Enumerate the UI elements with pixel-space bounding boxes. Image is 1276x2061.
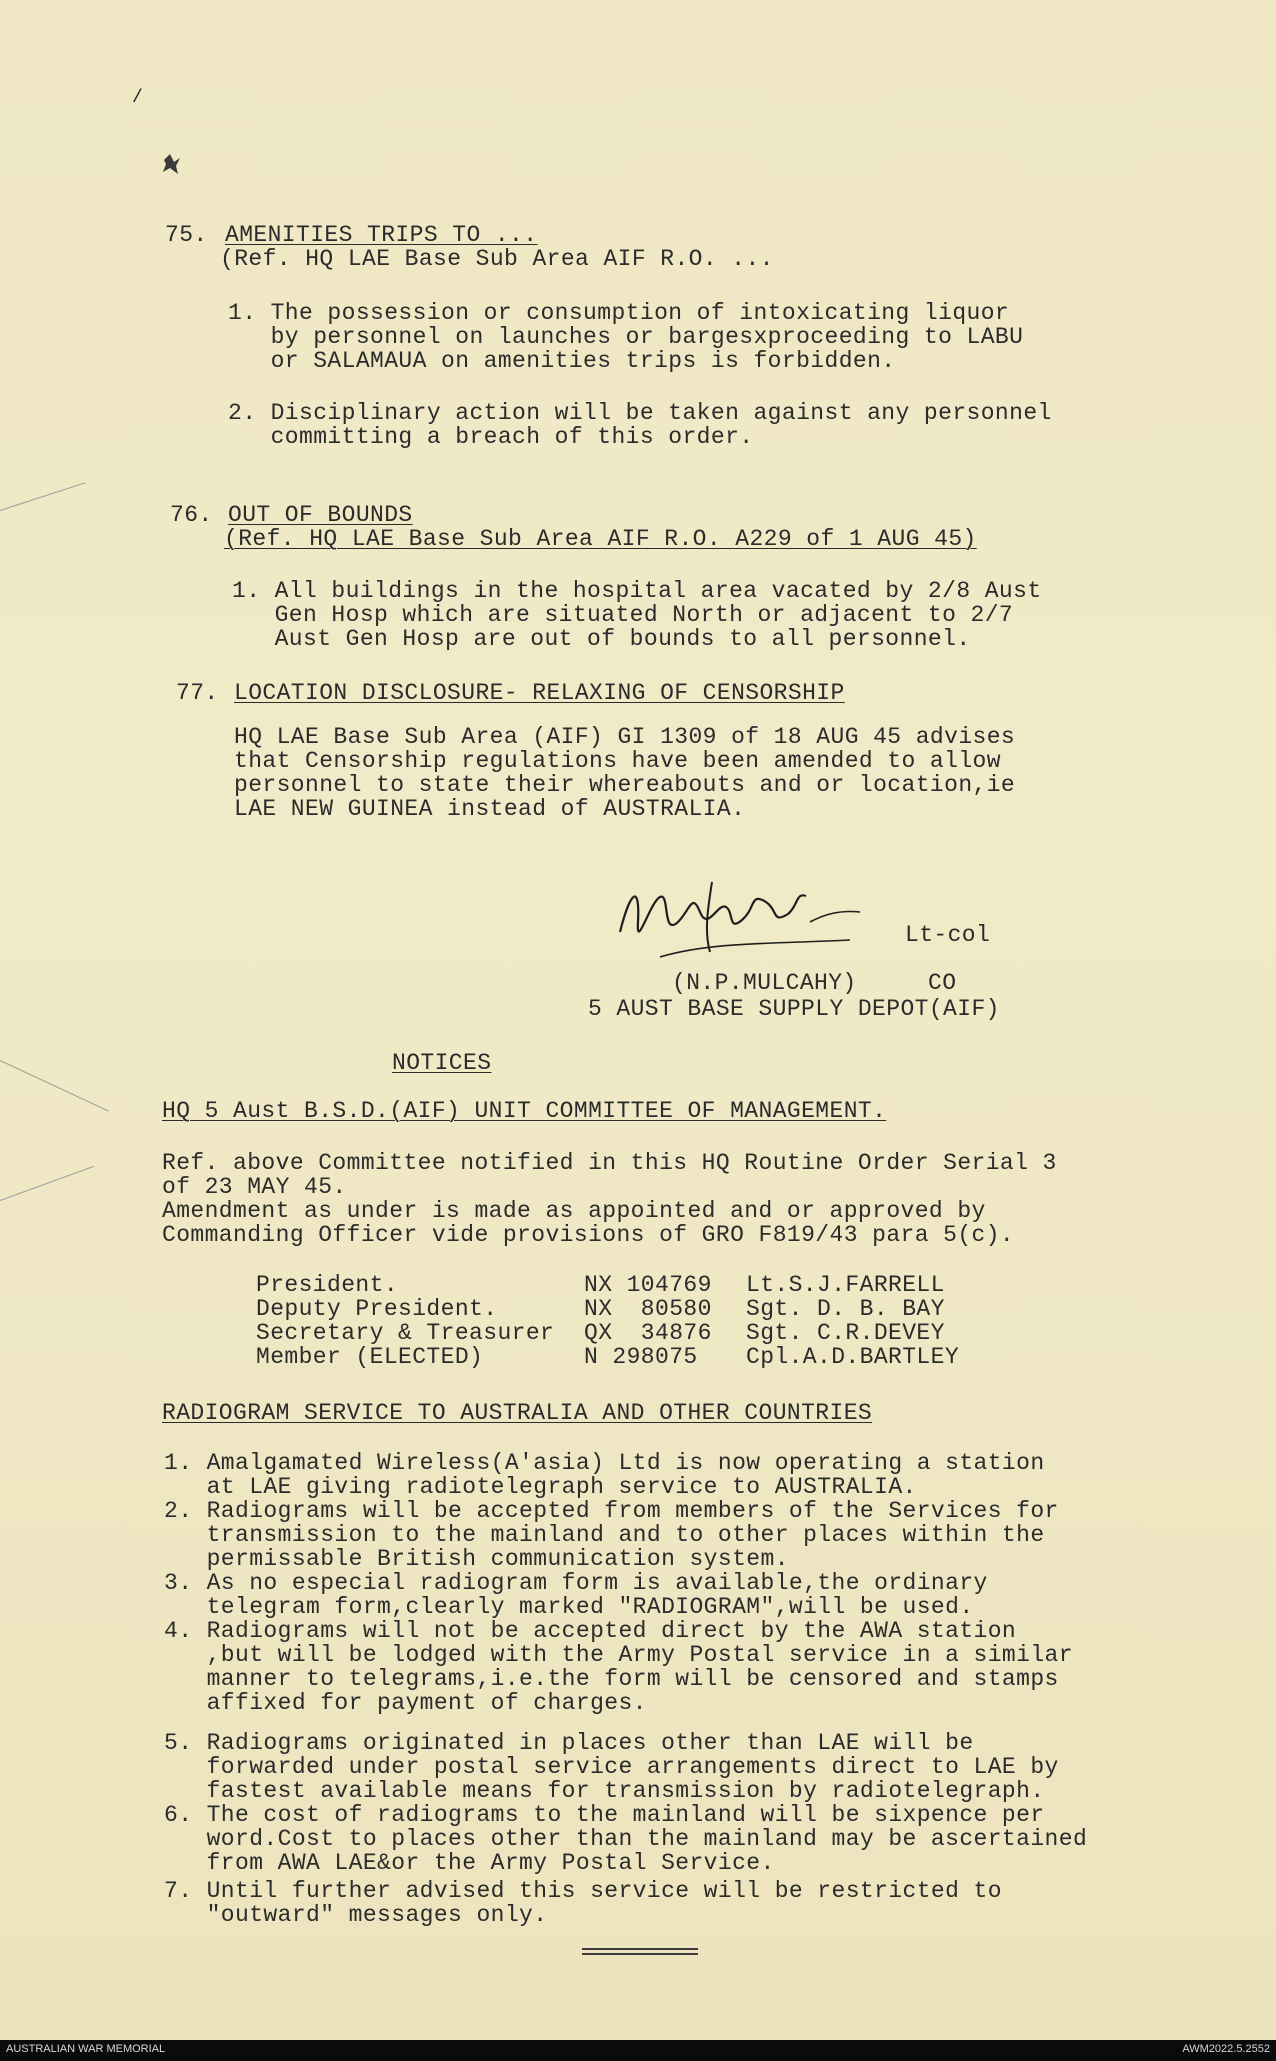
order-75-item-2-line-2: committing a breach of this order. [228, 424, 754, 450]
radiogram-item-2-line-2: transmission to the mainland and to other places within the [164, 1522, 1045, 1548]
radiogram-item-6-line-3: from AWA LAE&or the Army Postal Service. [164, 1850, 775, 1876]
order-76-item-1-line-3: Aust Gen Hosp are out of bounds to all personnel. [232, 626, 971, 652]
member-position: Deputy President. [256, 1296, 498, 1322]
radiogram-item-2-line-3: permissable British communication system. [164, 1546, 789, 1572]
order-77-body-line-2: that Censorship regulations have been amended to allow [234, 748, 1001, 774]
order-75-item-1-line-3: or SALAMAUA on amenities trips is forbidden. [228, 348, 896, 374]
radiogram-item-4-line-2: ,but will be lodged with the Army Postal service in a similar [164, 1642, 1073, 1668]
handwritten-signature [600, 862, 900, 972]
radiogram-item-5-line-2: forwarded under postal service arrangements direct to LAE by [164, 1754, 1059, 1780]
signatory-rank: Lt-col [905, 922, 991, 948]
order-75-ref: (Ref. HQ LAE Base Sub Area AIF R.O. ... [220, 246, 774, 272]
order-75-item-1-line-1: 1. The possession or consumption of intoxicating liquor [228, 300, 1010, 326]
order-77-body-line-1: HQ LAE Base Sub Area (AIF) GI 1309 of 18 AUG 45 advises [234, 724, 1016, 750]
order-77-body-line-4: LAE NEW GUINEA instead of AUSTRALIA. [234, 796, 746, 822]
order-77-number: 77. [176, 680, 219, 706]
order-75-item-1-line-2: by personnel on launches or bargesxproceeding to LABU [228, 324, 1024, 350]
member-name: Sgt. D. B. BAY [746, 1296, 945, 1322]
archive-footer-bar [0, 2040, 1276, 2061]
order-76-number: 76. [170, 502, 213, 528]
order-75-heading: AMENITIES TRIPS TO ... [225, 222, 538, 248]
order-76-item-1-line-2: Gen Hosp which are situated North or adjacent to 2/7 [232, 602, 1014, 628]
radiogram-item-2-line-1: 2. Radiograms will be accepted from members of the Services for [164, 1498, 1059, 1524]
member-number: NX 80580 [584, 1296, 712, 1322]
order-76-item-1-line-1: 1. All buildings in the hospital area vacated by 2/8 Aust [232, 578, 1042, 604]
radiogram-item-6-line-2: word.Cost to places other than the mainland may be ascertained [164, 1826, 1088, 1852]
member-position: Member (ELECTED) [256, 1344, 484, 1370]
committee-body-line-1: Ref. above Committee notified in this HQ Routine Order Serial 3 [162, 1150, 1057, 1176]
radiogram-item-3-line-1: 3. As no especial radiogram form is available,the ordinary [164, 1570, 988, 1596]
member-position: Secretary & Treasurer [256, 1320, 555, 1346]
order-77-heading: LOCATION DISCLOSURE- RELAXING OF CENSORSHIP [234, 680, 845, 706]
signatory-role: CO [928, 970, 957, 996]
radiogram-item-5-line-1: 5. Radiograms originated in places other than LAE will be [164, 1730, 974, 1756]
radiogram-item-4-line-3: manner to telegrams,i.e.the form will be censored and stamps [164, 1666, 1059, 1692]
radiogram-item-4-line-4: affixed for payment of charges. [164, 1690, 647, 1716]
order-75-number: 75. [165, 222, 208, 248]
committee-body-line-4: Commanding Officer vide provisions of GRO F819/43 para 5(c). [162, 1222, 1015, 1248]
radiogram-item-3-line-2: telegram form,clearly marked "RADIOGRAM",will be used. [164, 1594, 974, 1620]
order-76-heading: OUT OF BOUNDS [228, 502, 413, 528]
member-number: NX 104769 [584, 1272, 712, 1298]
signatory-unit: 5 AUST BASE SUPPLY DEPOT(AIF) [588, 996, 1000, 1022]
radiogram-heading: RADIOGRAM SERVICE TO AUSTRALIA AND OTHER COUNTRIES [162, 1400, 873, 1426]
paper-crease-line [0, 482, 86, 511]
member-name: Lt.S.J.FARRELL [746, 1272, 945, 1298]
closing-rule-bottom [582, 1953, 698, 1955]
closing-rule-top [582, 1948, 698, 1950]
footer-accession-number: AWM2022.5.2552 [1182, 2043, 1270, 2055]
radiogram-item-7-line-1: 7. Until further advised this service will be restricted to [164, 1878, 1002, 1904]
paper-crease-line [0, 1166, 94, 1201]
notices-title: NOTICES [392, 1050, 492, 1076]
paper-crease-line [0, 1060, 109, 1112]
punch-hole-mark [160, 150, 182, 176]
committee-heading: HQ 5 Aust B.S.D.(AIF) UNIT COMMITTEE OF MANAGEMENT. [162, 1098, 887, 1124]
member-name: Cpl.A.D.BARTLEY [746, 1344, 960, 1370]
radiogram-item-5-line-3: fastest available means for transmission by radiotelegraph. [164, 1778, 1045, 1804]
order-75-item-2-line-1: 2. Disciplinary action will be taken against any personnel [228, 400, 1052, 426]
radiogram-item-4-line-1: 4. Radiograms will not be accepted direct by the AWA station [164, 1618, 1017, 1644]
member-name: Sgt. C.R.DEVEY [746, 1320, 945, 1346]
signatory-name: (N.P.MULCAHY) [672, 970, 857, 996]
radiogram-item-7-line-2: "outward" messages only. [164, 1902, 548, 1928]
committee-body-line-2: of 23 MAY 45. [162, 1174, 347, 1200]
radiogram-item-1-line-2: at LAE giving radiotelegraph service to AUSTRALIA. [164, 1474, 917, 1500]
member-number: QX 34876 [584, 1320, 712, 1346]
radiogram-item-6-line-1: 6. The cost of radiograms to the mainland will be sixpence per [164, 1802, 1045, 1828]
member-number: N 298075 [584, 1344, 698, 1370]
member-position: President. [256, 1272, 399, 1298]
pencil-tick-mark: / [132, 88, 143, 108]
radiogram-item-1-line-1: 1. Amalgamated Wireless(A'asia) Ltd is now operating a station [164, 1450, 1045, 1476]
order-76-ref: (Ref. HQ LAE Base Sub Area AIF R.O. A229 of 1 AUG 45) [224, 526, 977, 552]
committee-body-line-3: Amendment as under is made as appointed and or approved by [162, 1198, 986, 1224]
order-77-body-line-3: personnel to state their whereabouts and or location,ie [234, 772, 1016, 798]
footer-institution: AUSTRALIAN WAR MEMORIAL [6, 2043, 166, 2055]
